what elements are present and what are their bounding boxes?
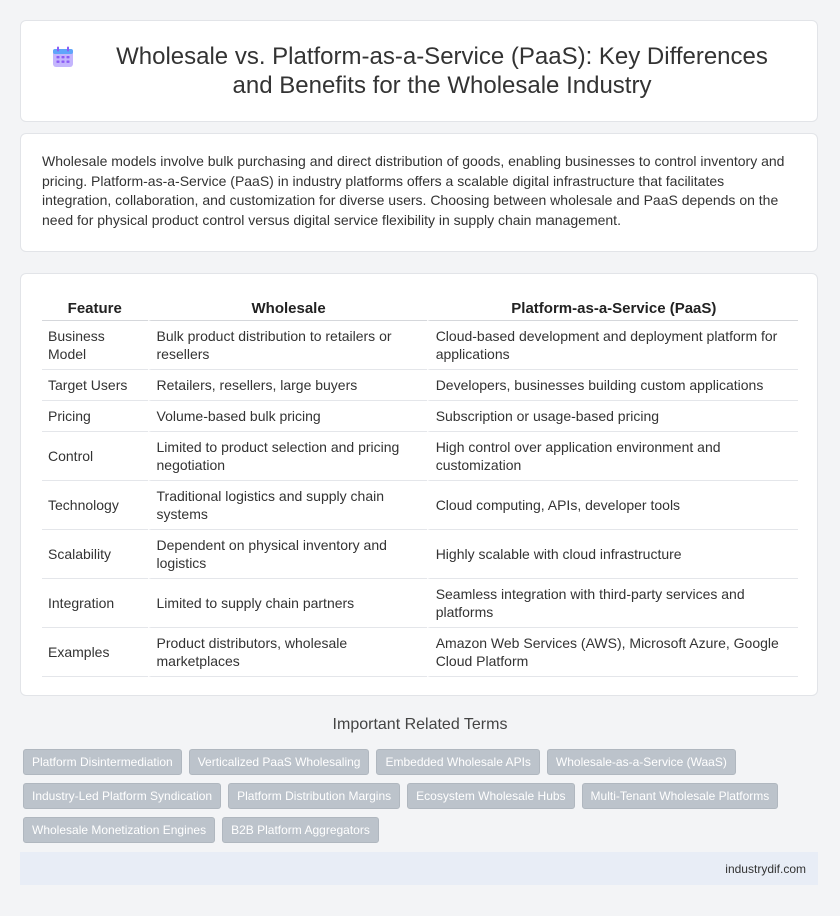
wholesale-cell: Limited to product selection and pricing negotiation: [148, 432, 427, 481]
page-title: Wholesale vs. Platform-as-a-Service (PaaS): Key Differences and Benefits for the Wholesale Industry: [116, 43, 768, 99]
intro-card: [20, 133, 818, 252]
table-header-row: [42, 294, 798, 321]
related-terms-heading: Important Related Terms: [332, 716, 508, 733]
related-term-tag[interactable]: Platform Disintermediation: [23, 749, 182, 775]
table-row: [42, 481, 798, 530]
wholesale-cell: Limited to supply chain partners: [148, 579, 427, 628]
feature-cell: Technology: [42, 481, 148, 530]
header-paas: Platform-as-a-Service (PaaS): [427, 294, 798, 321]
table-row: [42, 579, 798, 628]
paas-cell: Amazon Web Services (AWS), Microsoft Azure, Google Cloud Platform: [427, 628, 798, 677]
header-card: [20, 20, 818, 122]
comparison-card: [20, 273, 818, 696]
related-term-tag[interactable]: Platform Distribution Margins: [228, 783, 400, 809]
comparison-table: [42, 294, 798, 677]
related-term-tag[interactable]: Industry-Led Platform Syndication: [23, 783, 221, 809]
feature-cell: Control: [42, 432, 148, 481]
related-term-tag[interactable]: Embedded Wholesale APIs: [376, 749, 539, 775]
related-terms-tags: [23, 749, 813, 851]
related-term-tag[interactable]: Wholesale Monetization Engines: [23, 817, 215, 843]
paas-cell: Developers, businesses building custom applications: [427, 370, 798, 401]
intro-paragraph: Wholesale models involve bulk purchasing and direct distribution of goods, enabling businesses to control inventory and pricing. Platform-as-a-Service (PaaS) in industry platforms offers a scalable digital infrastructure that facilitates integration, collaboration, and customization for diverse users. Choosing between wholesale and PaaS depends on the need for physical product control versus digital service flexibility in supply chain management.: [42, 153, 785, 228]
paas-cell: High control over application environment and customization: [427, 432, 798, 481]
footer-site-link[interactable]: industrydif.com: [725, 861, 806, 876]
table-row: [42, 530, 798, 579]
table-row: [42, 401, 798, 432]
feature-cell: Integration: [42, 579, 148, 628]
wholesale-cell: Dependent on physical inventory and logistics: [148, 530, 427, 579]
wholesale-cell: Product distributors, wholesale marketplaces: [148, 628, 427, 677]
feature-cell: Examples: [42, 628, 148, 677]
paas-cell: Cloud-based development and deployment platform for applications: [427, 321, 798, 370]
related-term-tag[interactable]: Ecosystem Wholesale Hubs: [407, 783, 574, 809]
wholesale-cell: Traditional logistics and supply chain systems: [148, 481, 427, 530]
paas-cell: Cloud computing, APIs, developer tools: [427, 481, 798, 530]
feature-cell: Pricing: [42, 401, 148, 432]
table-row: [42, 628, 798, 677]
wholesale-cell: Bulk product distribution to retailers or resellers: [148, 321, 427, 370]
wholesale-cell: Volume-based bulk pricing: [148, 401, 427, 432]
wholesale-cell: Retailers, resellers, large buyers: [148, 370, 427, 401]
related-term-tag[interactable]: Verticalized PaaS Wholesaling: [189, 749, 370, 775]
related-term-tag[interactable]: B2B Platform Aggregators: [222, 817, 379, 843]
feature-cell: Business Model: [42, 321, 148, 370]
related-term-tag[interactable]: Multi-Tenant Wholesale Platforms: [582, 783, 779, 809]
paas-cell: Subscription or usage-based pricing: [427, 401, 798, 432]
feature-cell: Scalability: [42, 530, 148, 579]
footer: [20, 852, 818, 885]
header-feature: Feature: [42, 294, 148, 321]
related-term-tag[interactable]: Wholesale-as-a-Service (WaaS): [547, 749, 736, 775]
table-row: [42, 321, 798, 370]
paas-cell: Highly scalable with cloud infrastructure: [427, 530, 798, 579]
table-row: [42, 432, 798, 481]
paas-cell: Seamless integration with third-party services and platforms: [427, 579, 798, 628]
header-wholesale: Wholesale: [148, 294, 427, 321]
calendar-icon: [51, 45, 75, 69]
table-row: [42, 370, 798, 401]
feature-cell: Target Users: [42, 370, 148, 401]
